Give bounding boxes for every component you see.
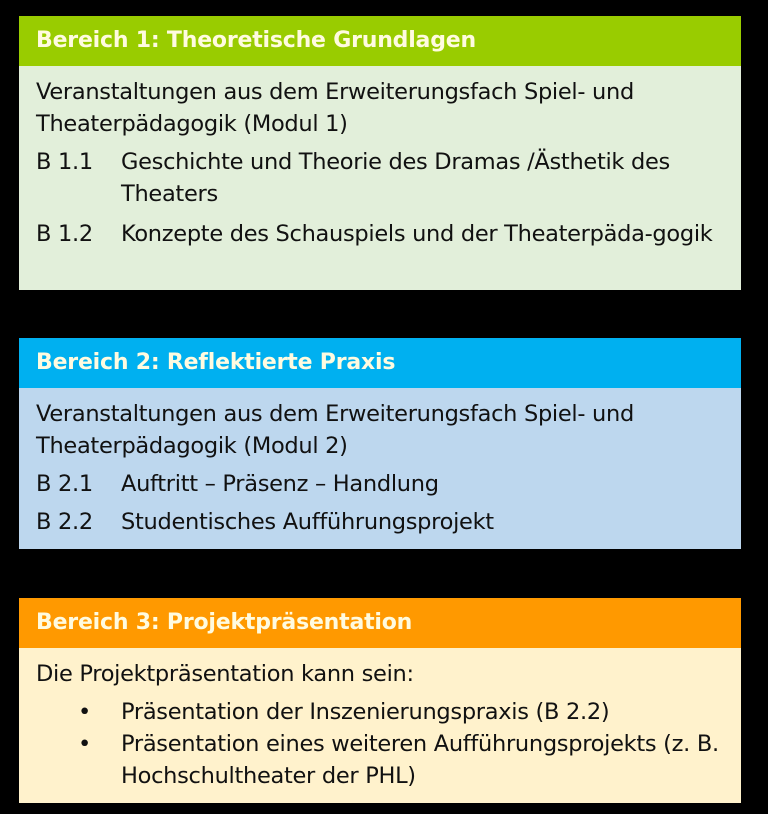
course-item bbox=[36, 468, 724, 500]
bullet-icon: • bbox=[78, 731, 91, 757]
bullet-icon: • bbox=[78, 699, 91, 725]
list-item bbox=[36, 728, 724, 792]
section-3-box bbox=[19, 598, 741, 803]
section-1-box bbox=[19, 16, 741, 290]
course-title: Studentisches Aufführungsprojekt bbox=[121, 509, 494, 535]
section-2-body bbox=[19, 388, 741, 549]
course-code: B 1.2 bbox=[36, 221, 93, 247]
course-title: Geschichte und Theorie des Dramas /Ästhetik des Theaters bbox=[121, 149, 670, 207]
course-item bbox=[36, 146, 724, 210]
list-item bbox=[36, 696, 724, 728]
section-2-title: Bereich 2: Reflektierte Praxis bbox=[19, 338, 741, 388]
course-title: Konzepte des Schauspiels und der Theaterpäda-gogik bbox=[121, 221, 713, 247]
section-3-title: Bereich 3: Projektpräsentation bbox=[19, 598, 741, 648]
course-code: B 2.2 bbox=[36, 509, 93, 535]
course-code: B 1.1 bbox=[36, 149, 93, 175]
section-1-title: Bereich 1: Theoretische Grundlagen bbox=[19, 16, 741, 66]
list-item-text: Präsentation eines weiteren Aufführungsprojekts (z. B. Hochschultheater der PHL) bbox=[121, 731, 719, 789]
list-item-text: Präsentation der Inszenierungspraxis (B 2.2) bbox=[121, 699, 610, 725]
section-2-box bbox=[19, 338, 741, 549]
section-1-body bbox=[19, 66, 741, 290]
section-3-body bbox=[19, 648, 741, 803]
course-code: B 2.1 bbox=[36, 471, 93, 497]
course-item bbox=[36, 218, 724, 250]
section-3-intro: Die Projektpräsentation kann sein: bbox=[36, 661, 414, 687]
course-title: Auftritt – Präsenz – Handlung bbox=[121, 471, 439, 497]
presentation-options-list bbox=[36, 696, 724, 792]
section-1-intro: Veranstaltungen aus dem Erweiterungsfach Spiel- und Theaterpädagogik (Modul 1) bbox=[36, 79, 634, 137]
section-2-intro: Veranstaltungen aus dem Erweiterungsfach Spiel- und Theaterpädagogik (Modul 2) bbox=[36, 401, 634, 459]
course-item bbox=[36, 506, 724, 538]
